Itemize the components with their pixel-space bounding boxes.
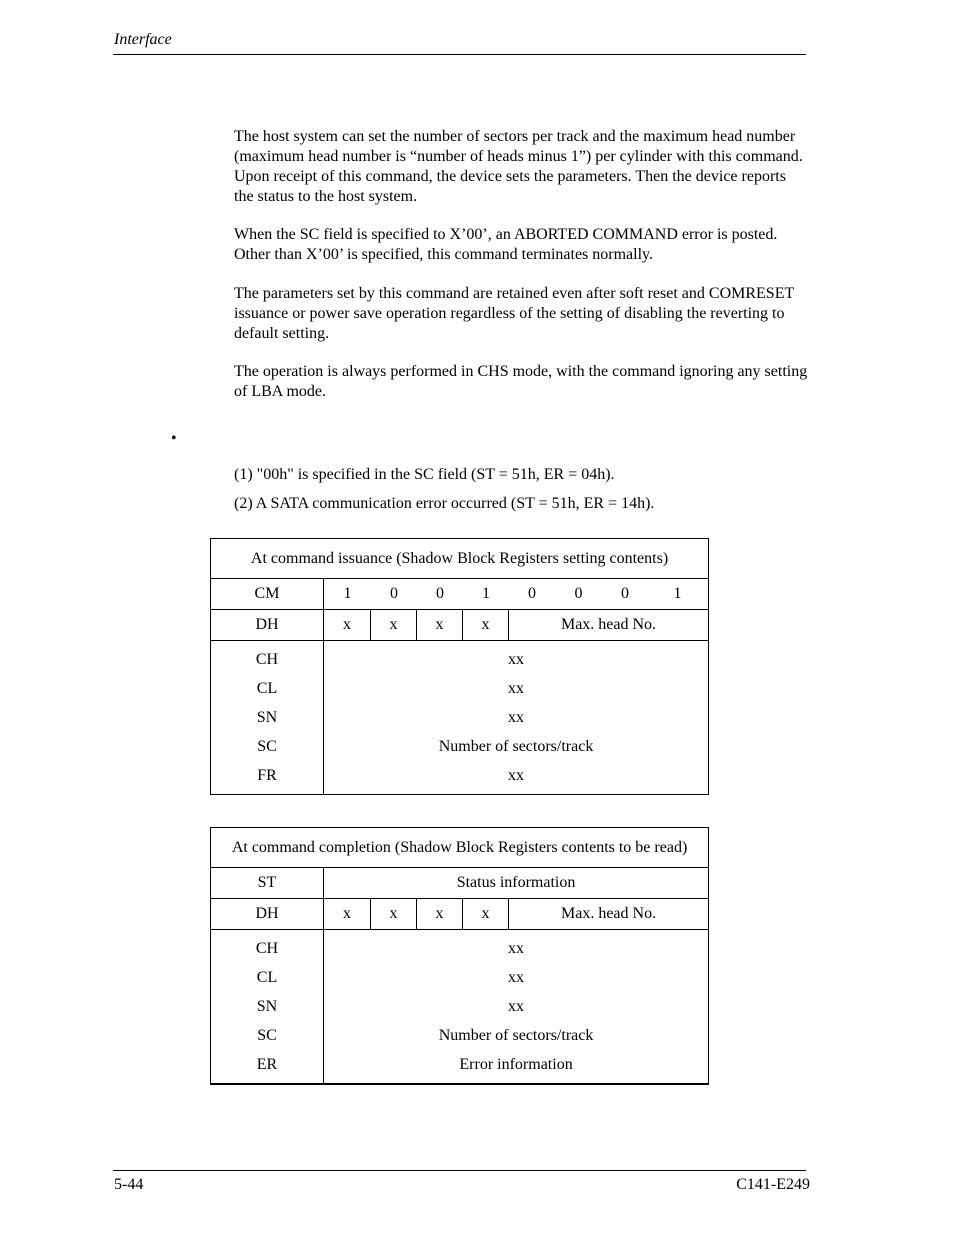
table-row-dh: [211, 610, 709, 641]
dh-bit: x: [463, 610, 509, 641]
paragraph-retention: The parameters set by this command are retained even after soft reset and COMRESET issuance or power save operation regardless of the setting of disabling the reverting to default setting.: [234, 285, 794, 342]
register-label: FR: [257, 767, 277, 784]
register-label: CL: [256, 969, 278, 986]
header-rule: [113, 54, 806, 55]
register-value: Number of sectors/track: [438, 738, 594, 755]
issuance-register-table: [210, 538, 709, 795]
register-values: [324, 641, 709, 795]
register-label: DH: [211, 610, 324, 641]
st-value: Status information: [324, 868, 709, 899]
register-label: DH: [211, 899, 324, 930]
register-labels: [211, 930, 324, 1085]
register-labels: [211, 641, 324, 795]
cm-bit: 1: [673, 585, 682, 602]
register-value: Error information: [459, 1056, 573, 1073]
dh-bit: x: [371, 610, 417, 641]
error-condition-1: (1) "00h" is specified in the SC field (ST = 51h, ER = 04h).: [234, 466, 615, 483]
register-value: Number of sectors/track: [438, 1027, 594, 1044]
table-row-cm: [211, 579, 709, 610]
cm-bit: 1: [482, 585, 490, 602]
running-header: Interface: [114, 31, 172, 48]
cm-bit: 0: [390, 585, 398, 602]
register-label: CM: [211, 579, 324, 610]
cm-bit: 0: [436, 585, 444, 602]
page-number: 5-44: [114, 1176, 144, 1193]
register-value: xx: [508, 709, 525, 726]
dh-bit: x: [417, 610, 463, 641]
dh-bit: x: [463, 899, 509, 930]
cm-bits: [324, 579, 709, 610]
register-label: ST: [211, 868, 324, 899]
error-condition-2: (2) A SATA communication error occurred (ST = 51h, ER = 14h).: [234, 495, 655, 512]
cm-bit: 0: [621, 585, 629, 602]
register-value: xx: [508, 969, 525, 986]
register-label: SC: [257, 738, 277, 755]
register-label: SN: [256, 709, 278, 726]
cm-bit: 0: [574, 585, 583, 602]
table-row-st: [211, 868, 709, 899]
register-value: xx: [508, 767, 525, 784]
register-value: xx: [508, 998, 525, 1015]
document-code: C141-E249: [736, 1176, 810, 1193]
paragraph-description: The host system can set the number of sectors per track and the maximum head number (maximum head number is “number of heads minus 1”) per cylinder with this command. Upon receipt of this command, the device sets the parameters. Then the device reports the status to the host system.: [234, 128, 803, 205]
table-title: At command completion (Shadow Block Registers contents to be read): [211, 828, 709, 868]
register-label: SC: [257, 1027, 277, 1044]
dh-value: Max. head No.: [509, 899, 709, 930]
dh-bit: x: [371, 899, 417, 930]
table-row-dh: [211, 899, 709, 930]
register-label: SN: [256, 998, 278, 1015]
completion-register-table: [210, 827, 709, 1085]
register-label: CH: [255, 940, 279, 957]
register-value: xx: [508, 680, 525, 697]
register-label: CH: [255, 651, 279, 668]
register-value: xx: [508, 651, 525, 668]
register-label: ER: [256, 1056, 278, 1073]
paragraph-chs-mode: The operation is always performed in CHS mode, with the command ignoring any setting of LBA mode.: [234, 363, 808, 400]
register-label: CL: [256, 680, 278, 697]
table-title: At command issuance (Shadow Block Registers setting contents): [211, 539, 709, 579]
table-row-group: [211, 930, 709, 1085]
dh-bit: x: [324, 899, 371, 930]
register-value: xx: [508, 940, 525, 957]
dh-value: Max. head No.: [509, 610, 709, 641]
cm-bit: 0: [528, 585, 536, 602]
paragraph-sc-field: When the SC field is specified to X’00’, an ABORTED COMMAND error is posted. Other than X’00’ is specified, this command terminates normally.: [234, 226, 778, 263]
register-values: [324, 930, 709, 1085]
cm-bit: 1: [343, 585, 352, 602]
footer-rule: [113, 1170, 806, 1171]
dh-bit: x: [417, 899, 463, 930]
table-row-group: [211, 641, 709, 795]
dh-bit: x: [324, 610, 371, 641]
bullet-marker: •: [171, 430, 177, 447]
